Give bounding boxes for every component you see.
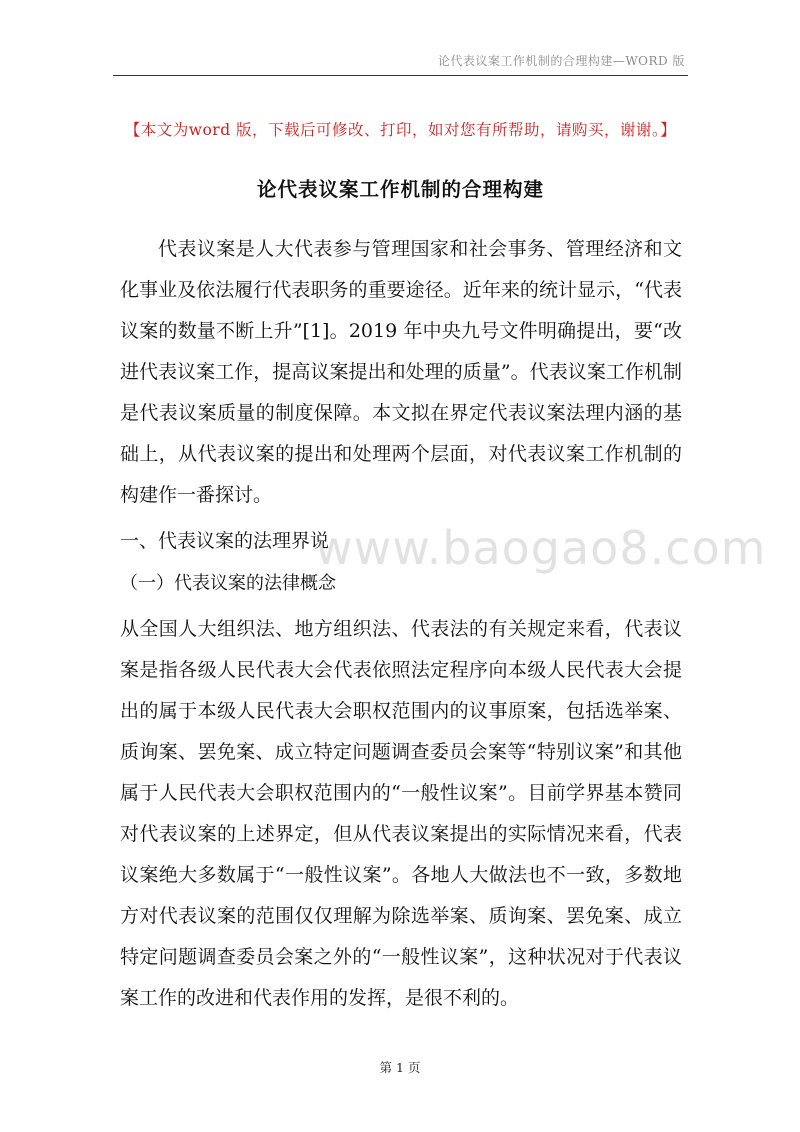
body-paragraph-2: 从全国人大组织法、地方组织法、代表法的有关规定来看，代表议案是指各级人民代表大会代表依照法定程序向本级人民代表大会提出的属于本级人民代表大会职权范围内的议事原案，包括选举案、质询案、罢免案、成立特定问题调查委员会案等“特别议案”和其他属于人民代表大会职权范围内的“一般性议案”。目前学界基本赞同对代表议案的上述界定，但从代表议案提出的实际情况来看，代表议案绝大多数属于“一般性议案”。各地人大做法也不一致，多数地方对代表议案的范围仅仅理解为除选举案、质询案、罢免案、成立特定问题调查委员会案之外的“一般性议案”，这种状况对于代表议案工作的改进和代表作用的发挥，是很不利的。 xyxy=(120,618,682,1009)
running-header: 论代表议案工作机制的合理构建—WORD 版 xyxy=(437,54,685,68)
watermark: www.baogao8.com xyxy=(315,521,767,575)
document-title: 论代表议案工作机制的合理构建 xyxy=(256,178,544,201)
body-paragraph-1: 代表议案是人大代表参与管理国家和社会事务、管理经济和文化事业及依法履行代表职务的重要途径。近年来的统计显示，“代表议案的数量不断上升”[1]。2019 年中央九号文件明确提出，要“改进代表议案工作，提高议案提出和处理的质量”。代表议案工作机制是代表议案质量的制度保障。本文拟在界定代表议案法理内涵的基础上，从代表议案的提出和处理两个层面，对代表议案工作机制的构建作一番探讨。 xyxy=(120,238,682,506)
subsection-heading: （一）代表议案的法律概念 xyxy=(120,573,336,594)
download-notice: 【本文为word 版，下载后可修改、打印，如对您有所帮助，请购买，谢谢。】 xyxy=(124,121,677,139)
section-heading: 一、代表议案的法理界说 xyxy=(120,530,330,552)
page-number: 第 1 页 xyxy=(379,1060,421,1075)
header-divider xyxy=(113,75,688,76)
